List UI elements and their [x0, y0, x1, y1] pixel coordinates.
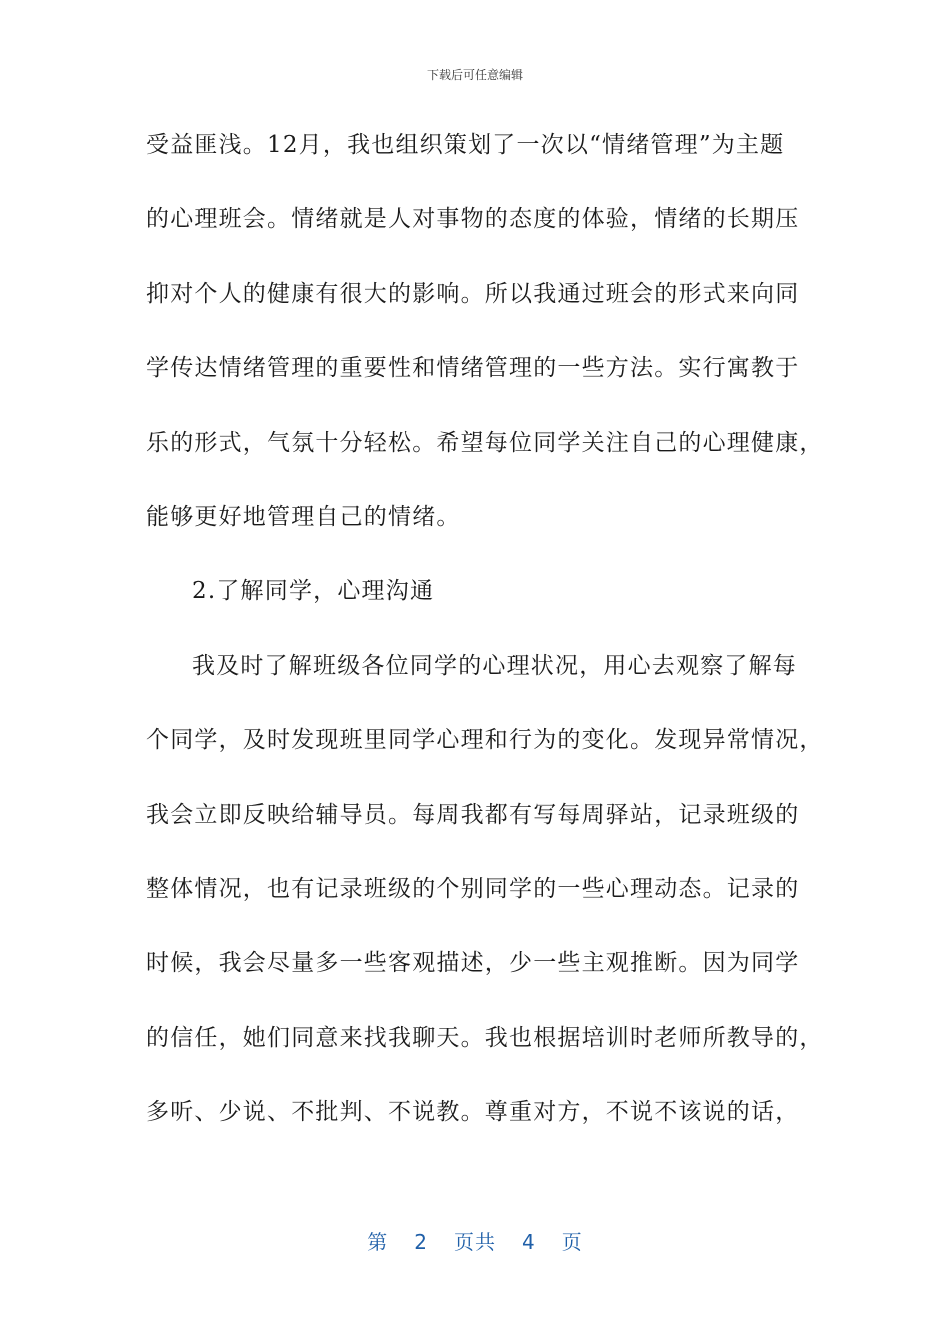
text-line: 时候，我会尽量多一些客观描述，少一些主观推断。因为同学	[146, 950, 800, 977]
text-line: 的心理班会。情绪就是人对事物的态度的体验，情绪的长期压	[146, 206, 800, 233]
footer-ye: 页	[561, 1230, 583, 1254]
text-line: 乐的形式，气氛十分轻松。希望每位同学关注自己的心理健康，	[146, 429, 824, 456]
current-page-number: 2	[414, 1230, 428, 1254]
total-pages-number: 4	[522, 1230, 536, 1254]
text-line: 个同学，及时发现班里同学心理和行为的变化。发现异常情况，	[146, 727, 824, 754]
text-line: 抑对个人的健康有很大的影响。所以我通过班会的形式来向同	[146, 280, 800, 307]
text-line: 学传达情绪管理的重要性和情绪管理的一些方法。实行寓教于	[146, 355, 800, 382]
document-body	[146, 120, 824, 1161]
footer-di: 第	[367, 1230, 389, 1254]
paragraph-first-line: 我及时了解班级各位同学的心理状况，用心去观察了解每	[192, 652, 797, 679]
text-line: 的信任，她们同意来找我聊天。我也根据培训时老师所教导的，	[146, 1024, 824, 1051]
text-line: 受益匪浅。12月，我也组织策划了一次以“情绪管理”为主题	[146, 132, 785, 158]
header-note: 下载后可任意编辑	[426, 68, 523, 82]
text-line: 我会立即反映给辅导员。每周我都有写每周驿站，记录班级的	[146, 801, 800, 828]
text-line: 能够更好地管理自己的情绪。	[146, 503, 461, 530]
text-line: 整体情况，也有记录班级的个别同学的一些心理动态。记录的	[146, 875, 800, 902]
page-footer	[0, 1226, 950, 1255]
footer-ye-gong: 页共	[454, 1230, 496, 1254]
section-heading: 2.了解同学，心理沟通	[192, 578, 435, 605]
text-line: 多听、少说、不批判、不说教。尊重对方，不说不该说的话，	[146, 1099, 800, 1126]
